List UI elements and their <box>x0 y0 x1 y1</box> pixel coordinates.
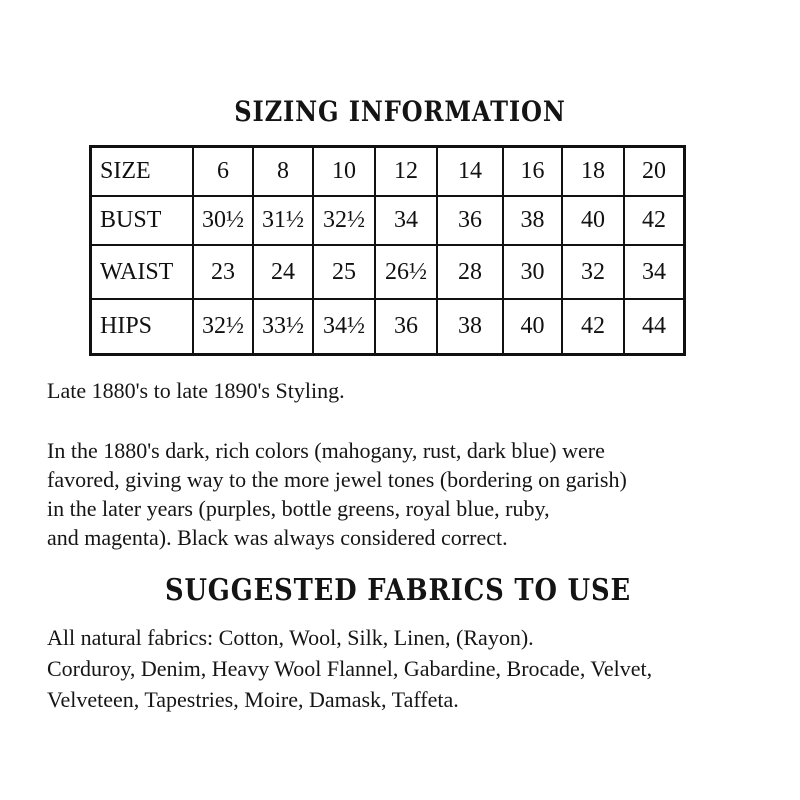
table-cell: 18 <box>562 147 624 197</box>
table-cell: 25 <box>313 245 375 299</box>
table-row-hips <box>91 299 685 355</box>
paragraph-line: and magenta). Black was always considered correct. <box>47 525 508 550</box>
row-label-size: SIZE <box>91 147 194 197</box>
table-cell: 23 <box>193 245 253 299</box>
table-cell: 34 <box>624 245 685 299</box>
table-cell: 26½ <box>375 245 437 299</box>
table-cell: 40 <box>503 299 562 355</box>
sizing-table <box>89 145 686 356</box>
table-cell: 42 <box>562 299 624 355</box>
row-label-hips: HIPS <box>91 299 194 355</box>
fabrics-line: Velveteen, Tapestries, Moire, Damask, Taffeta. <box>47 687 459 712</box>
table-cell: 34 <box>375 196 437 245</box>
fabrics-line: All natural fabrics: Cotton, Wool, Silk, Linen, (Rayon). <box>47 625 534 650</box>
table-cell: 8 <box>253 147 313 197</box>
color-paragraph <box>47 436 627 552</box>
table-cell: 10 <box>313 147 375 197</box>
table-cell: 36 <box>375 299 437 355</box>
table-cell: 36 <box>437 196 503 245</box>
paragraph-line: favored, giving way to the more jewel tones (bordering on garish) <box>47 467 627 492</box>
table-row-size <box>91 147 685 197</box>
table-cell: 38 <box>437 299 503 355</box>
table-row-bust <box>91 196 685 245</box>
table-cell: 32½ <box>193 299 253 355</box>
table-cell: 12 <box>375 147 437 197</box>
styling-note: Late 1880's to late 1890's Styling. <box>47 378 345 403</box>
table-cell: 44 <box>624 299 685 355</box>
table-cell: 28 <box>437 245 503 299</box>
paragraph-line: in the later years (purples, bottle greens, royal blue, ruby, <box>47 496 550 521</box>
fabrics-list <box>47 622 652 715</box>
table-cell: 32½ <box>313 196 375 245</box>
table-row-waist <box>91 245 685 299</box>
table-cell: 32 <box>562 245 624 299</box>
sizing-information-heading: SIZING INFORMATION <box>234 95 566 128</box>
fabrics-line: Corduroy, Denim, Heavy Wool Flannel, Gabardine, Brocade, Velvet, <box>47 656 653 681</box>
table-cell: 33½ <box>253 299 313 355</box>
table-cell: 30½ <box>193 196 253 245</box>
row-label-waist: WAIST <box>91 245 194 299</box>
suggested-fabrics-heading: SUGGESTED FABRICS TO USE <box>164 573 632 608</box>
paragraph-line: In the 1880's dark, rich colors (mahogany, rust, dark blue) were <box>47 438 605 463</box>
table-cell: 14 <box>437 147 503 197</box>
table-cell: 40 <box>562 196 624 245</box>
table-cell: 24 <box>253 245 313 299</box>
table-cell: 38 <box>503 196 562 245</box>
table-cell: 42 <box>624 196 685 245</box>
table-cell: 34½ <box>313 299 375 355</box>
table-cell: 30 <box>503 245 562 299</box>
table-cell: 6 <box>193 147 253 197</box>
table-cell: 20 <box>624 147 685 197</box>
table-cell: 31½ <box>253 196 313 245</box>
table-cell: 16 <box>503 147 562 197</box>
row-label-bust: BUST <box>91 196 194 245</box>
